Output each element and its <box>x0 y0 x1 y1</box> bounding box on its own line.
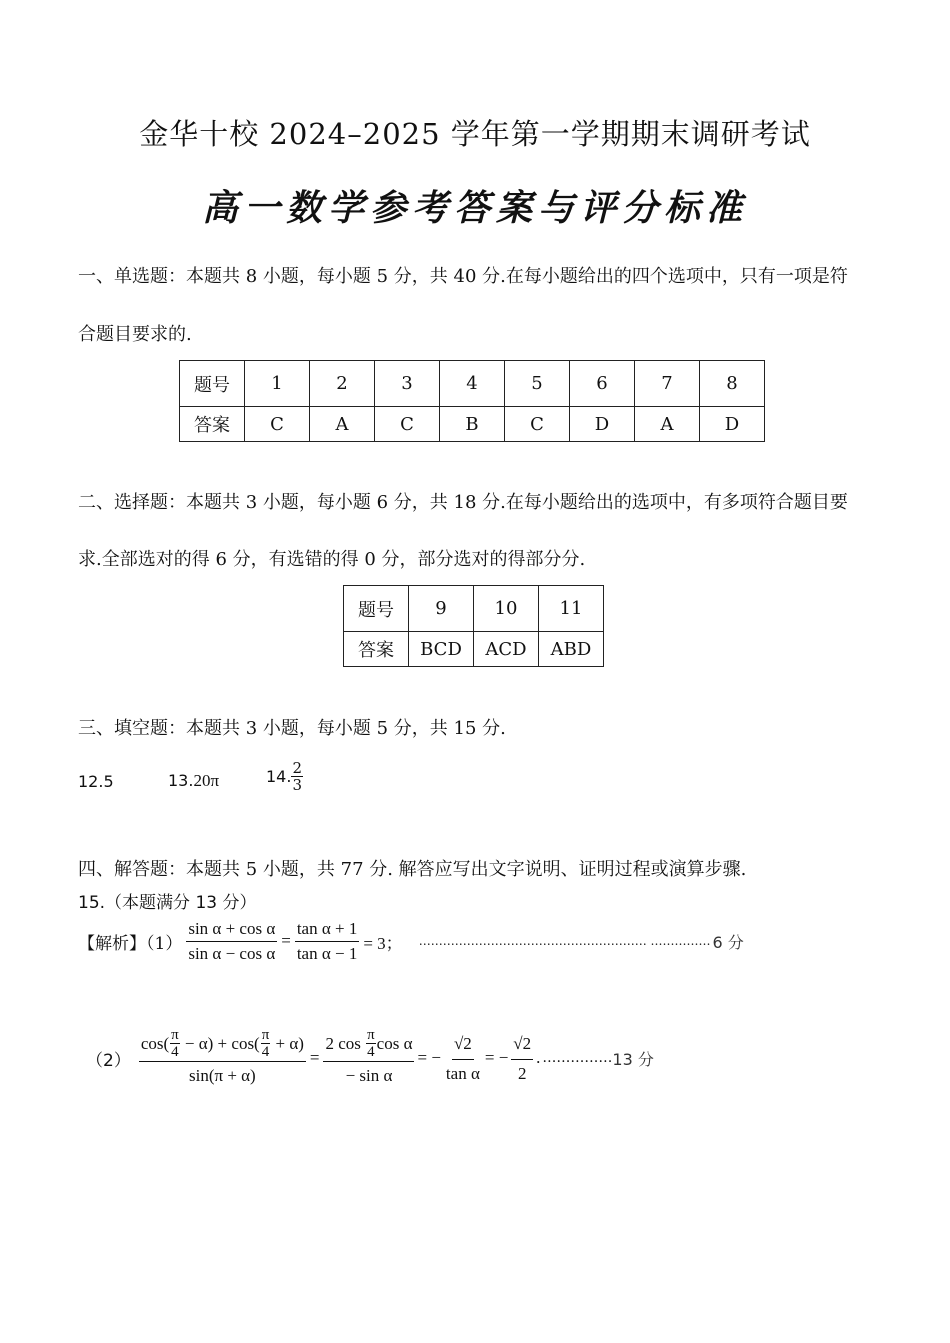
question-number: 7 <box>635 361 700 407</box>
question-number: 6 <box>570 361 635 407</box>
answer-cell: ABD <box>539 632 604 667</box>
fraction-numerator: √2 <box>452 1029 474 1060</box>
part2-score: 13 分 <box>612 1049 654 1069</box>
fraction-numerator <box>323 1027 414 1062</box>
pi-symbol: π <box>171 1027 179 1043</box>
fraction-numerator: sin α + cos α <box>186 917 277 942</box>
question-15-header: 15.（本题满分 13 分） <box>78 893 257 913</box>
table-row <box>344 586 604 632</box>
answer-13-value: 20π <box>193 771 220 790</box>
section4-intro: 四、解答题：本题共 5 小题，共 77 分. 解答应写出文字说明、证明过程或演算步骤. <box>78 859 747 880</box>
answer-cell: D <box>570 407 635 442</box>
row-label: 答案 <box>180 407 245 442</box>
numerator-text-c: + α) <box>271 1033 304 1053</box>
part2-dots: …………… <box>542 1050 613 1066</box>
fraction-numerator: tan α + 1 <box>295 917 360 942</box>
answer-13 <box>168 771 219 791</box>
fraction-numerator: √2 <box>511 1029 533 1060</box>
equals-sign: = <box>281 931 291 950</box>
answer-cell: A <box>635 407 700 442</box>
fraction-numerator: 2 <box>292 759 302 777</box>
numerator-text-b: − α) + cos( <box>180 1033 260 1053</box>
answer-cell: C <box>505 407 570 442</box>
page-title: 金华十校 2024–2025 学年第一学期期末调研考试 <box>139 117 811 151</box>
page-subtitle: 高一数学参考答案与评分标准 <box>201 187 748 229</box>
question-number: 9 <box>409 586 474 632</box>
part1-prefix: 【解析】（1） <box>78 933 183 954</box>
part2-prefix: （2） <box>86 1050 131 1071</box>
answer-cell: C <box>375 407 440 442</box>
question-number: 11 <box>539 586 604 632</box>
q15-part1 <box>78 915 744 967</box>
part2-fraction-2 <box>323 1027 414 1090</box>
mid-numerator-a: 2 cos <box>325 1033 366 1053</box>
answer-cell: D <box>700 407 765 442</box>
denominator-four: 4 <box>367 1044 375 1060</box>
equals-minus: = − <box>417 1048 441 1067</box>
row-label: 答案 <box>344 632 409 667</box>
question-number: 10 <box>474 586 539 632</box>
question-number: 4 <box>440 361 505 407</box>
answer-14-label: 14. <box>266 767 292 786</box>
table-row <box>180 361 765 407</box>
answer-14 <box>266 760 303 793</box>
section1-intro-line1: 一、单选题：本题共 8 小题，每小题 5 分，共 40 分.在每小题给出的四个选项中，只有一项是符 <box>78 266 848 287</box>
equals-minus: = − <box>484 1048 509 1067</box>
answer-12: 12.5 <box>78 772 114 791</box>
part2-fraction-1 <box>139 1027 306 1090</box>
section2-intro-line2: 求.全部选对的得 6 分，有选错的得 0 分，部分选对的得部分分. <box>78 549 586 570</box>
part1-fraction-1 <box>186 917 277 966</box>
denominator-four: 4 <box>171 1044 179 1060</box>
section1-answer-table <box>179 360 765 442</box>
table-row <box>180 407 765 442</box>
pi-over-4-fraction <box>365 1027 377 1060</box>
pi-symbol: π <box>261 1027 270 1043</box>
part1-score: 6 分 <box>712 932 744 952</box>
answer-cell: C <box>245 407 310 442</box>
pi-symbol: π <box>367 1027 375 1043</box>
section2-answer-table <box>343 585 604 667</box>
period: . <box>536 1048 541 1067</box>
question-number: 5 <box>505 361 570 407</box>
section1-intro-line2: 合题目要求的. <box>78 324 192 345</box>
fraction-denominator: tan α <box>445 1063 480 1083</box>
q15-part2 <box>86 1024 654 1092</box>
answer-cell: A <box>310 407 375 442</box>
part2-fraction-4 <box>511 1029 533 1088</box>
fraction-denominator: sin α − cos α <box>188 943 276 963</box>
fraction-denominator: 2 <box>517 1063 527 1083</box>
answer-13-label: 13. <box>168 771 194 790</box>
fraction-denominator: 3 <box>292 776 302 794</box>
pi-over-4-fraction <box>260 1027 272 1060</box>
question-number: 2 <box>310 361 375 407</box>
pi-over-4-fraction <box>169 1027 181 1060</box>
section3-intro: 三、填空题：本题共 3 小题，每小题 5 分，共 15 分. <box>78 718 506 739</box>
part1-fraction-2 <box>295 917 360 966</box>
mid-numerator-b: cos α <box>376 1033 413 1053</box>
fraction-denominator: sin(π + α) <box>188 1065 256 1085</box>
row-label: 题号 <box>180 361 245 407</box>
part1-result: = 3； <box>363 933 403 953</box>
fraction-denominator: − sin α <box>345 1065 393 1085</box>
answer-cell: BCD <box>409 632 474 667</box>
denominator-four: 4 <box>261 1044 270 1060</box>
part2-fraction-3 <box>444 1029 482 1088</box>
fraction-numerator <box>139 1027 306 1062</box>
answer-cell: ACD <box>474 632 539 667</box>
table-row <box>344 632 604 667</box>
equals-sign: = <box>309 1048 320 1067</box>
numerator-text-a: cos( <box>140 1033 170 1053</box>
fraction-denominator: tan α − 1 <box>296 943 358 963</box>
answer-cell: B <box>440 407 505 442</box>
question-number: 3 <box>375 361 440 407</box>
section2-intro-line1: 二、选择题：本题共 3 小题，每小题 6 分，共 18 分.在每小题给出的选项中，有多项符合题目要 <box>78 492 848 513</box>
row-label: 题号 <box>344 586 409 632</box>
question-number: 8 <box>700 361 765 407</box>
answer-14-fraction <box>291 760 303 793</box>
part1-dots: ………………………………………………… …………… <box>418 934 711 948</box>
question-number: 1 <box>245 361 310 407</box>
